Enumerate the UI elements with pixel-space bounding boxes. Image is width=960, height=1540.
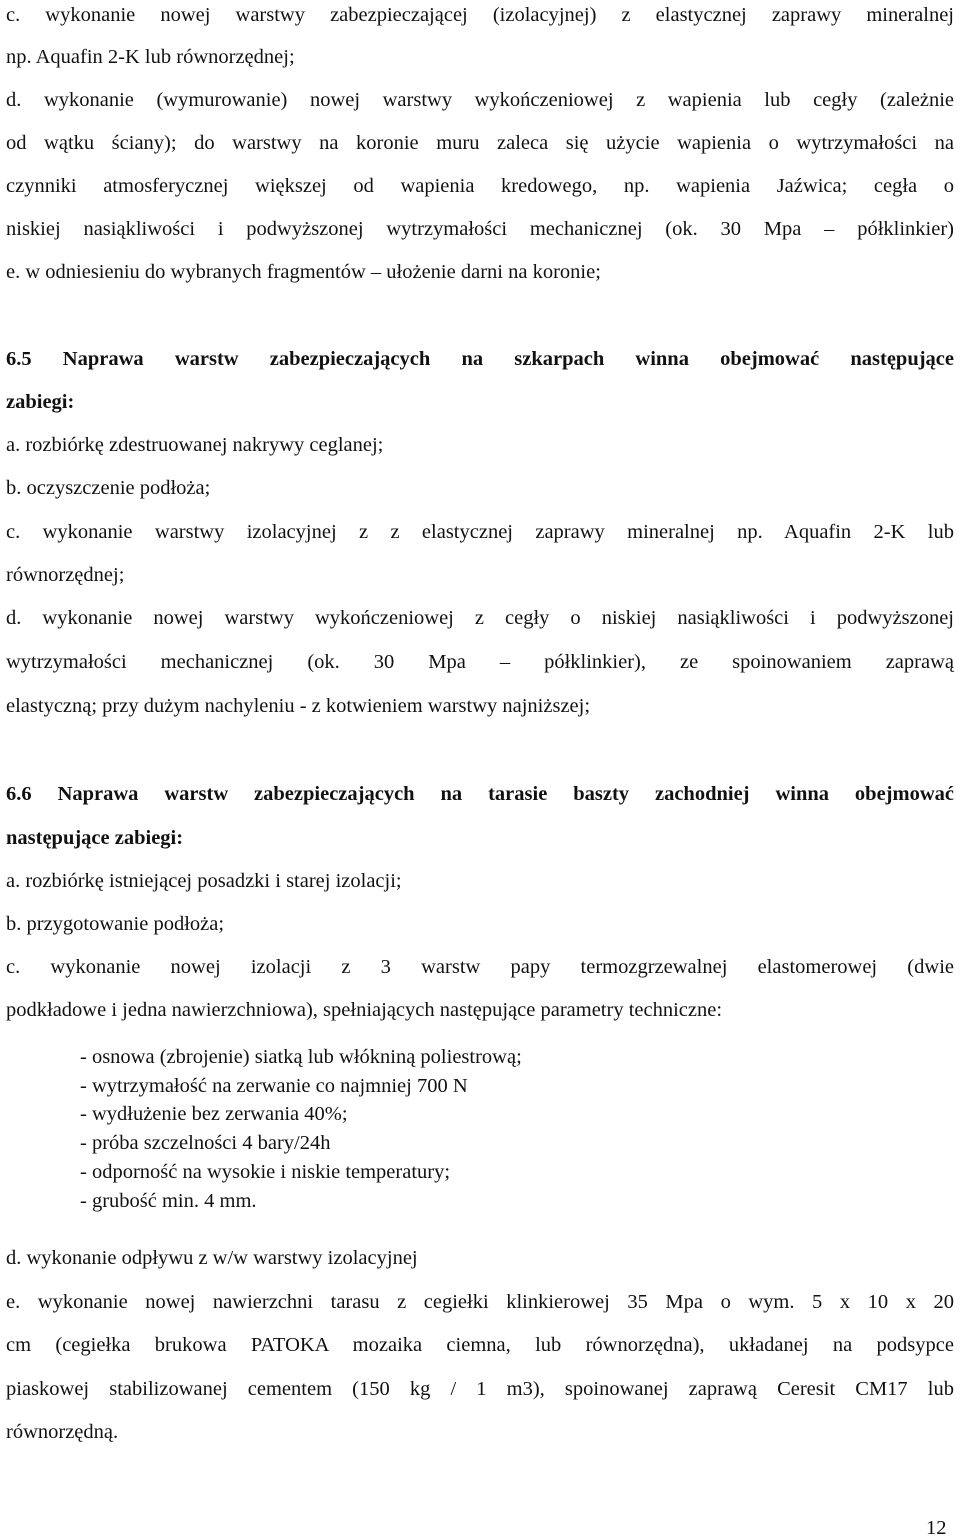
- list-item: - odporność na wysokie i niskie temperatury;: [80, 1161, 451, 1183]
- text-line: a. rozbiórkę zdestruowanej nakrywy ceglanej;: [6, 434, 384, 456]
- text-line: b. przygotowanie podłoża;: [6, 913, 225, 935]
- list-item: - wytrzymałość na zerwanie co najmniej 700 N: [80, 1075, 468, 1097]
- text-line: piaskowej stabilizowanej cementem (150 kg / 1 m3), spoinowanej zaprawą Ceresit CM17 lub: [6, 1378, 954, 1400]
- list-item: - grubość min. 4 mm.: [80, 1190, 257, 1212]
- list-item: - próba szczelności 4 bary/24h: [80, 1132, 331, 1154]
- text-line: czynniki atmosferycznej większej od wapienia kredowego, np. wapienia Jaźwica; cegła o: [6, 175, 954, 197]
- text-line: elastyczną; przy dużym nachyleniu - z kotwieniem warstwy najniższej;: [6, 695, 591, 717]
- text-line: podkładowe i jedna nawierzchniowa), spełniających następujące parametry techniczne:: [6, 999, 723, 1021]
- list-item: - wydłużenie bez zerwania 40%;: [80, 1103, 348, 1125]
- text-line: d. wykonanie (wymurowanie) nowej warstwy wykończeniowej z wapienia lub cegły (zależnie: [6, 89, 954, 111]
- section-heading: 6.6 Naprawa warstw zabezpieczających na tarasie baszty zachodniej winna obejmować: [6, 783, 954, 805]
- text-line: od wątku ściany); do warstwy na koronie muru zaleca się użycie wapienia o wytrzymałości na: [6, 132, 954, 154]
- list-item: - osnowa (zbrojenie) siatką lub włókniną poliestrową;: [80, 1046, 522, 1068]
- text-line: wytrzymałości mechanicznej (ok. 30 Mpa – półklinkier), ze spoinowaniem zaprawą: [6, 651, 954, 673]
- text-line: c. wykonanie nowej warstwy zabezpieczającej (izolacyjnej) z elastycznej zaprawy mineralnej: [6, 4, 954, 26]
- text-line: niskiej nasiąkliwości i podwyższonej wytrzymałości mechanicznej (ok. 30 Mpa – półklinkier): [6, 218, 954, 240]
- section-heading: następujące zabiegi:: [6, 827, 184, 849]
- text-line: c. wykonanie warstwy izolacyjnej z z elastycznej zaprawy mineralnej np. Aquafin 2-K lub: [6, 521, 954, 543]
- text-line: e. w odniesieniu do wybranych fragmentów – ułożenie darni na koronie;: [6, 261, 601, 283]
- text-line: c. wykonanie nowej izolacji z 3 warstw papy termozgrzewalnej elastomerowej (dwie: [6, 956, 954, 978]
- section-heading: zabiegi:: [6, 391, 75, 413]
- text-line: a. rozbiórkę istniejącej posadzki i starej izolacji;: [6, 870, 402, 892]
- text-line: b. oczyszczenie podłoża;: [6, 477, 211, 499]
- text-line: e. wykonanie nowej nawierzchni tarasu z cegiełki klinkierowej 35 Mpa o wym. 5 x 10 x 20: [6, 1291, 954, 1313]
- text-line: d. wykonanie odpływu z w/w warstwy izolacyjnej: [6, 1247, 418, 1269]
- text-line: równorzędnej;: [6, 564, 125, 586]
- section-heading: 6.5 Naprawa warstw zabezpieczających na szkarpach winna obejmować następujące: [6, 348, 954, 370]
- text-line: d. wykonanie nowej warstwy wykończeniowej z cegły o niskiej nasiąkliwości i podwyższonej: [6, 607, 954, 629]
- text-line: np. Aquafin 2-K lub równorzędnej;: [6, 46, 295, 68]
- text-line: równorzędną.: [6, 1421, 119, 1443]
- text-line: cm (cegiełka brukowa PATOKA mozaika ciemna, lub równorzędna), układanej na podsypce: [6, 1334, 954, 1356]
- page-number: 12: [926, 1517, 947, 1539]
